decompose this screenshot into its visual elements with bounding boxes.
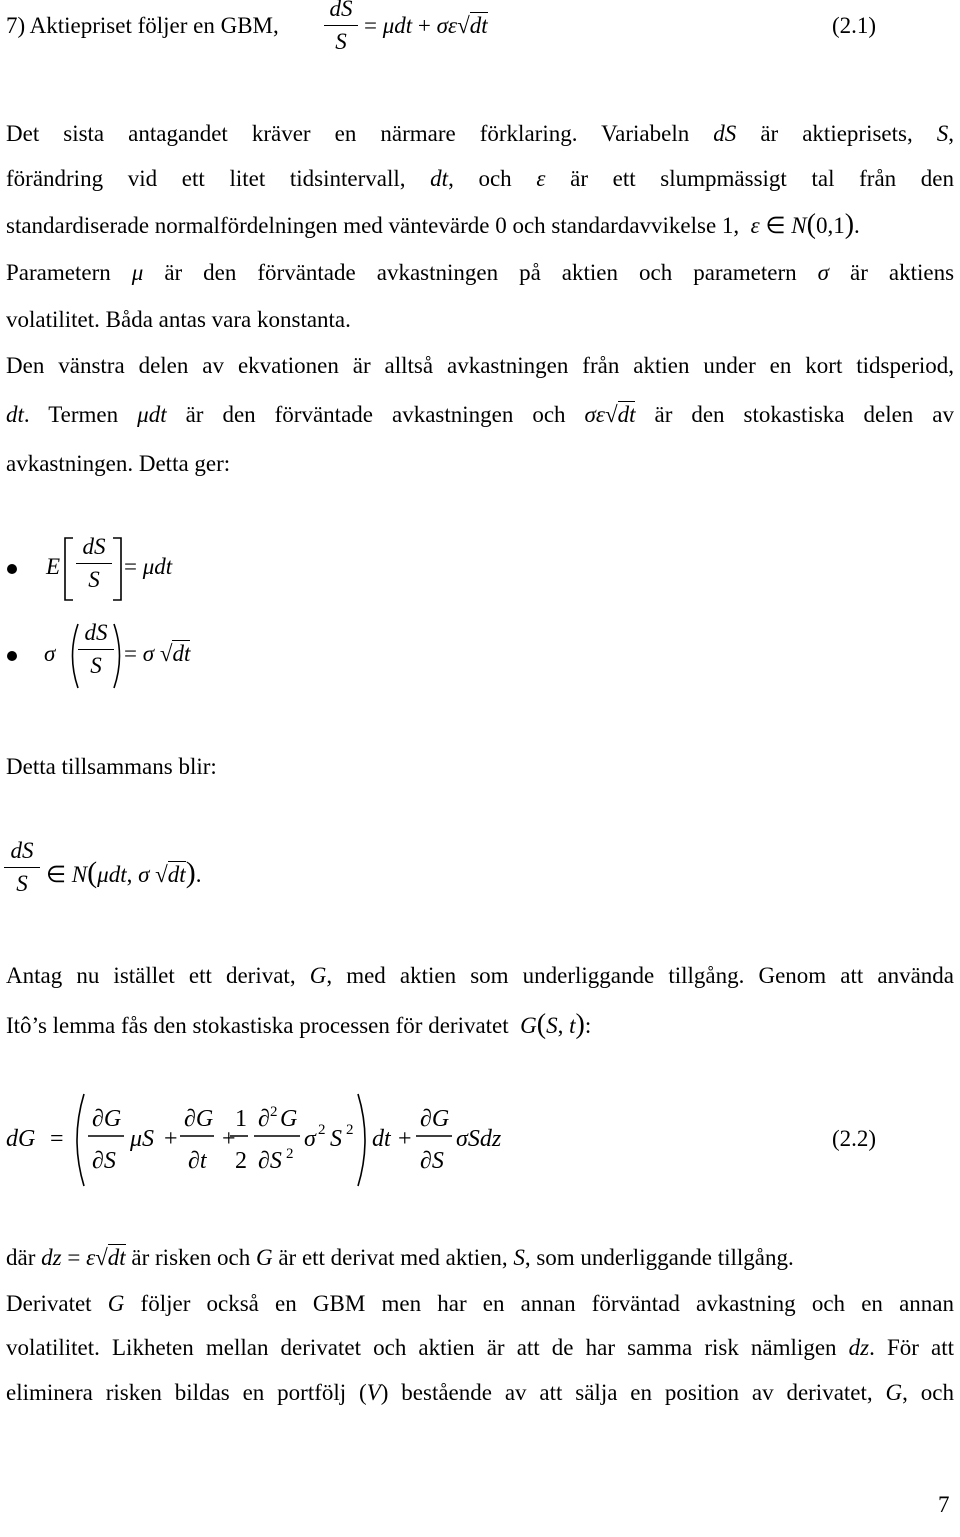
p6-line-3: eliminera risken bildas en portfölj (V) bestående av att sälja en position av derivatet, G, och (6, 1380, 954, 1405)
svg-text:2: 2 (270, 1104, 278, 1120)
bullet-2-rhs: = σ √dt (124, 641, 191, 666)
svg-text:∂G: ∂G (420, 1106, 450, 1132)
svg-text:+: + (398, 1126, 412, 1152)
svg-text:dt: dt (372, 1126, 391, 1152)
svg-text:μS: μS (130, 1126, 155, 1152)
p6-line-2: volatilitet. Likheten mellan derivatet och aktien är att de har samma risk nämligen dz. För att (6, 1335, 954, 1360)
p2-line-2: dt. Termen μdt är den förväntade avkastningen och σε√dt är den stokastiska delen av (6, 402, 955, 427)
svg-text:S: S (330, 1126, 342, 1152)
p1-line-3: standardiserade normalfördelningen med väntevärde 0 och standardavvikelse 1, ε ∈ N(0,1). (6, 209, 860, 240)
p2-line-3: avkastningen. Detta ger: (6, 451, 231, 476)
expectation-symbol: E (46, 554, 61, 579)
p1-line-5: volatilitet. Båda antas vara konstanta. (6, 307, 351, 332)
bullet-1 (7, 564, 17, 574)
svg-text:∂S: ∂S (420, 1148, 444, 1174)
svg-text:∂S: ∂S (92, 1148, 116, 1174)
p4-line-2: Itô’s lemma fås den stokastiska processen för derivatet G(S, t): (6, 1009, 592, 1040)
svg-text:1: 1 (235, 1106, 247, 1132)
combined-fraction: dS S (4, 838, 40, 897)
svg-text:G: G (280, 1106, 298, 1132)
svg-text:2: 2 (346, 1122, 354, 1138)
p4-line-1: Antag nu istället ett derivat, G, med aktien som underliggande tillgång. Genom att använda (6, 963, 955, 988)
svg-text:∂: ∂ (258, 1106, 270, 1132)
svg-text:dG: dG (6, 1126, 36, 1152)
p3-line: Detta tillsammans blir: (6, 754, 217, 779)
bracket-left (62, 536, 76, 602)
p1-line-2: förändring vid ett litet tidsintervall, dt, och ε är ett slumpmässigt tal från den (6, 166, 955, 191)
svg-text:∂G: ∂G (184, 1106, 214, 1132)
p6-line-1: Derivatet G följer också en GBM men har en annan förväntad avkastning och en annan (6, 1291, 955, 1316)
p2-line-1: Den vänstra delen av ekvationen är alltså avkastningen från aktien under en kort tidsperiod, (6, 353, 954, 378)
page-number: 7 (938, 1492, 950, 1517)
svg-text:∂G: ∂G (92, 1106, 122, 1132)
item-label: 7) Aktiepriset följer en GBM, (6, 13, 279, 38)
bullet-2-fraction: dS S (78, 620, 114, 679)
p5-line-1: där dz = ε√dt är risken och G är ett derivat med aktien, S, som underliggande tillgång. (6, 1245, 794, 1270)
equation-number-2-2: (2.2) (832, 1126, 877, 1151)
svg-text:=: = (50, 1126, 64, 1152)
bullet-2 (7, 651, 17, 661)
svg-text:σ: σ (304, 1126, 316, 1152)
svg-text:∂t: ∂t (188, 1148, 207, 1174)
svg-text:+: + (164, 1126, 178, 1152)
bullet-1-rhs: = μdt (124, 554, 173, 579)
bullet-1-fraction: dS S (76, 534, 112, 593)
p1-line-4: Parametern μ är den förväntade avkastningen på aktien och parametern σ är aktiens (6, 260, 955, 285)
equation-number-2-1: (2.1) (832, 13, 877, 38)
bracket-right (110, 536, 124, 602)
gbm-equation-rhs: = μdt + σε√dt (364, 13, 488, 38)
combined-rhs: ∈ N(μdt, σ √dt). (46, 856, 202, 889)
fraction-dS-S: dS S (324, 0, 358, 55)
sigma-symbol: σ (44, 641, 56, 666)
ito-equation (0, 1090, 960, 1190)
p1-line-1: Det sista antagandet kräver en närmare förklaring. Variabeln dS är aktieprisets, S, (6, 121, 955, 146)
svg-text:2: 2 (286, 1146, 294, 1162)
svg-text:∂S: ∂S (258, 1148, 282, 1174)
svg-text:+: + (222, 1126, 236, 1152)
svg-text:σSdz: σSdz (456, 1126, 502, 1152)
svg-text:2: 2 (318, 1122, 326, 1138)
svg-text:2: 2 (235, 1148, 247, 1174)
